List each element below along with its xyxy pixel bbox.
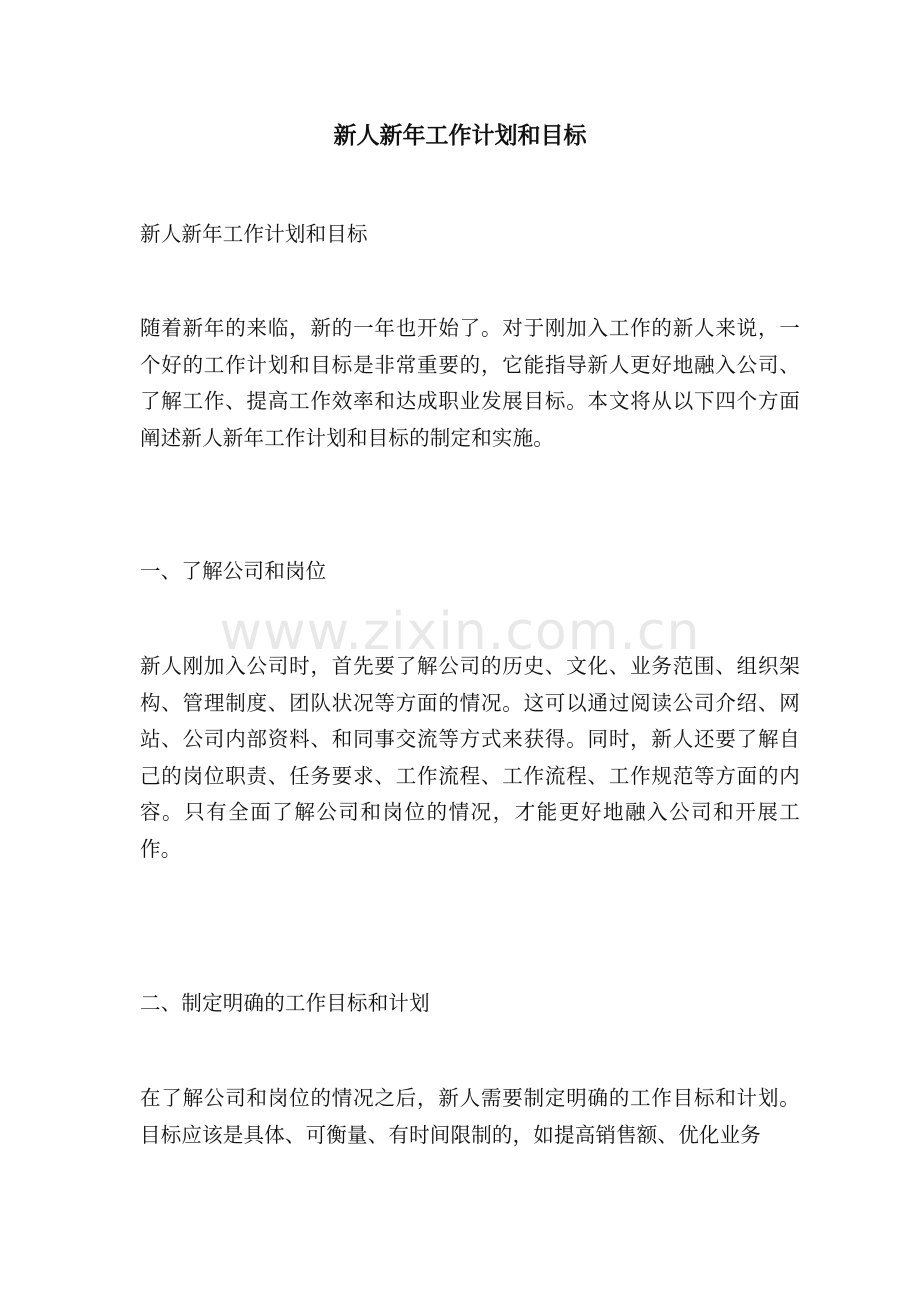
document-title: 新人新年工作计划和目标 [333, 122, 587, 149]
section-2-body: 在了解公司和岗位的情况之后，新人需要制定明确的工作目标和计划。目标应该是具体、可衡量、有时间限制的，如提高销售额、优化业务 [140, 1086, 800, 1147]
section-2-heading: 二、制定明确的工作目标和计划 [140, 991, 430, 1015]
intro-paragraph: 随着新年的来临，新的一年也开始了。对于刚加入工作的新人来说，一个好的工作计划和目标是非常重要的，它能指导新人更好地融入公司、了解工作、提高工作效率和达成职业发展目标。本文将从以下四个方面阐述新人新年工作计划和目标的制定和实施。 [140, 316, 800, 450]
section-1-heading: 一、了解公司和岗位 [140, 559, 327, 583]
section-1-body: 新人刚加入公司时，首先要了解公司的历史、文化、业务范围、组织架构、管理制度、团队状况等方面的情况。这可以通过阅读公司介绍、网站、公司内部资料、和同事交流等方式来获得。同时，新人还要了解自己的岗位职责、任务要求、工作流程、工作流程、工作规范等方面的内容。只有全面了解公司和岗位的情况，才能更好地融入公司和开展工作。 [140, 654, 800, 861]
watermark-text: www.zixin.com.cn [219, 602, 701, 662]
document-subtitle: 新人新年工作计划和目标 [140, 222, 368, 246]
